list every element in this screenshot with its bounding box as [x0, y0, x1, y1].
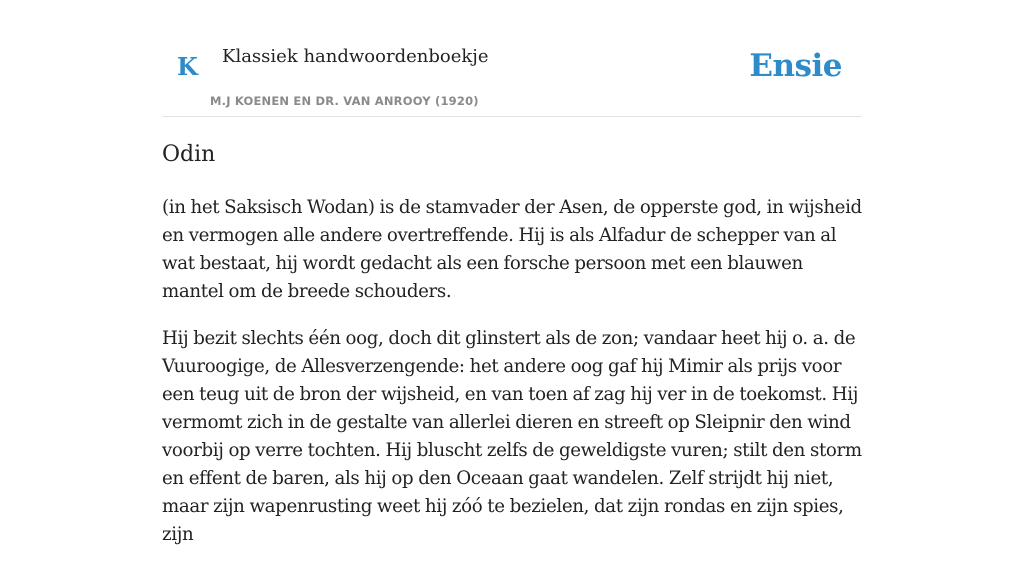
- site-header: [162, 0, 862, 117]
- entry-paragraph: (in het Saksisch Wodan) is de stamvader der Asen, de opperste god, in wijsheid en vermogen alle andere overtreffende. Hij is als Alfadur de schepper van al wat bestaat, hij wordt gedacht als een forsche persoon met een blauwen mantel om de breede schouders.: [162, 197, 862, 302]
- entry-paragraph: Hij bezit slechts één oog, doch dit glinstert als de zon; vandaar heet hij o. a. de Vuuroogige, de Allesverzengende: het andere oog gaf hij Mimir als prijs voor een teug uit de bron der wijsheid, en van toen af zag hij ver in de toekomst. Hij vermomt zich in de gestalte van allerlei dieren en streeft op Sleipnir den wind voorbij op verre tochten. Hij bluscht zelfs de geweldigste vuren; stilt den storm en effent de baren, als hij op den Oceaan gaat wandelen. Zelf strijdt hij niet, maar zijn wapenrusting weet hij zóó te bezielen, dat zijn rondas en zijn spies, zijn: [162, 328, 862, 545]
- entry-content: [162, 138, 862, 568]
- book-title[interactable]: Klassiek handwoordenboekje: [222, 46, 489, 67]
- book-logo[interactable]: K: [177, 52, 198, 81]
- entry-title: Odin: [162, 142, 216, 167]
- book-author: M.J KOENEN EN DR. VAN ANROOY (1920): [210, 94, 479, 108]
- ensie-logo-link[interactable]: Ensie: [749, 48, 842, 84]
